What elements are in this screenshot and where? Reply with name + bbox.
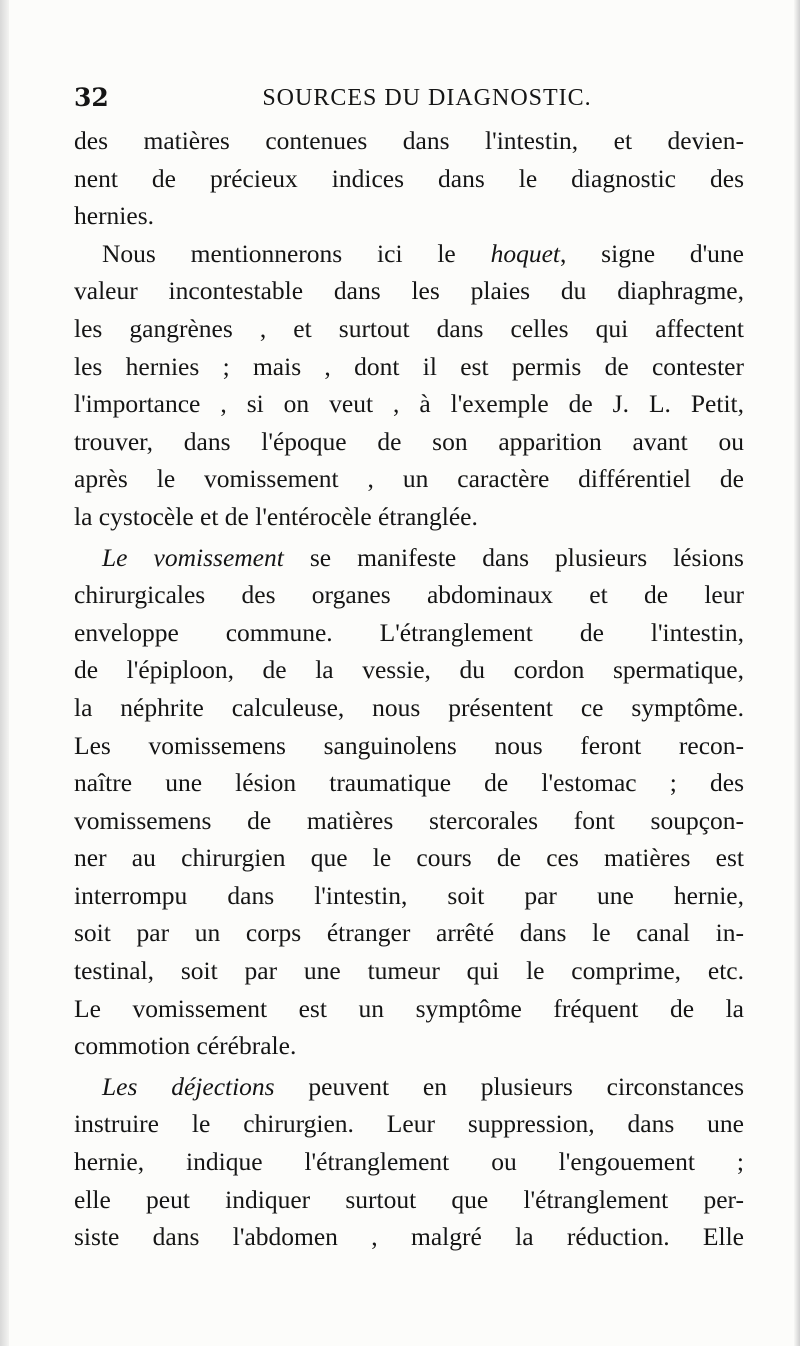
italic-term-hoquet: hoquet [490,238,560,268]
page-number: 32 [74,83,109,112]
text-line: les hernies ; mais , dont il est permis de contester [74,351,744,381]
text-line: vomissemens de matières stercorales font soupçon- [74,805,744,835]
text-line: elle peut indiquer surtout que l'étranglement per- [74,1184,744,1214]
text-line: l'importance , si on veut , à l'exemple de J. L. Petit, [74,389,744,419]
text-line [74,235,744,273]
text-run: , signe d'une [559,238,744,268]
text-line [74,539,744,577]
page-edge-right [794,0,800,1346]
text-line: la cystocèle et de l'entérocèle étranglée. [74,501,478,531]
text-line: interrompu dans l'intestin, soit par une hernie, [74,880,744,910]
text-line: les gangrènes , et surtout dans celles qui affectent [74,313,744,343]
page-header [74,80,744,116]
text-line: nent de précieux indices dans le diagnostic des [74,163,744,193]
text-line: Le vomissement est un symptôme fréquent de la [74,993,744,1023]
italic-term-vomissement: Le vomissement [102,542,284,572]
text-line: Les vomissemens sanguinolens nous feront recon- [74,730,744,760]
running-head: SOURCES DU DIAGNOSTIC. [262,85,592,111]
text-line: après le vomissement , un caractère différentiel de [74,464,744,494]
text-line: hernies. [74,201,155,231]
text-line: chirurgicales des organes abdominaux et de leur [74,580,744,610]
text-run: se manifeste dans plusieurs lésions [283,542,744,572]
text-line: enveloppe commune. L'étranglement de l'intestin, [74,617,744,647]
text-line: commotion cérébrale. [74,1031,297,1061]
text-line: testinal, soit par une tumeur qui le comprime, etc. [74,956,744,986]
text-line: des matières contenues dans l'intestin, et devien- [74,126,744,155]
page-edge-left [0,0,9,1346]
text-line: de l'épiploon, de la vessie, du cordon spermatique, [74,655,744,685]
text-line: instruire le chirurgien. Leur suppression, dans une [74,1109,744,1139]
text-line [74,1068,744,1106]
text-line: la néphrite calculeuse, nous présentent ce symptôme. [74,692,744,722]
text-line: hernie, indique l'étranglement ou l'engouement ; [74,1147,744,1177]
text-line: ner au chirurgien que le cours de ces matières est [74,843,744,873]
text-line: valeur incontestable dans les plaies du diaphragme, [74,276,744,306]
text-line: soit par un corps étranger arrêté dans le canal in- [74,918,744,948]
text-line: trouver, dans l'époque de son apparition avant ou [74,426,744,456]
body-text [74,122,744,1256]
text-run: Nous mentionnerons ici le [102,238,491,268]
text-line: siste dans l'abdomen , malgré la réduction. Elle [74,1222,744,1252]
text-line: naître une lésion traumatique de l'estomac ; des [74,768,744,798]
italic-term-dejections: Les déjections [102,1071,275,1101]
text-run: peuvent en plusieurs circonstances [274,1071,744,1101]
